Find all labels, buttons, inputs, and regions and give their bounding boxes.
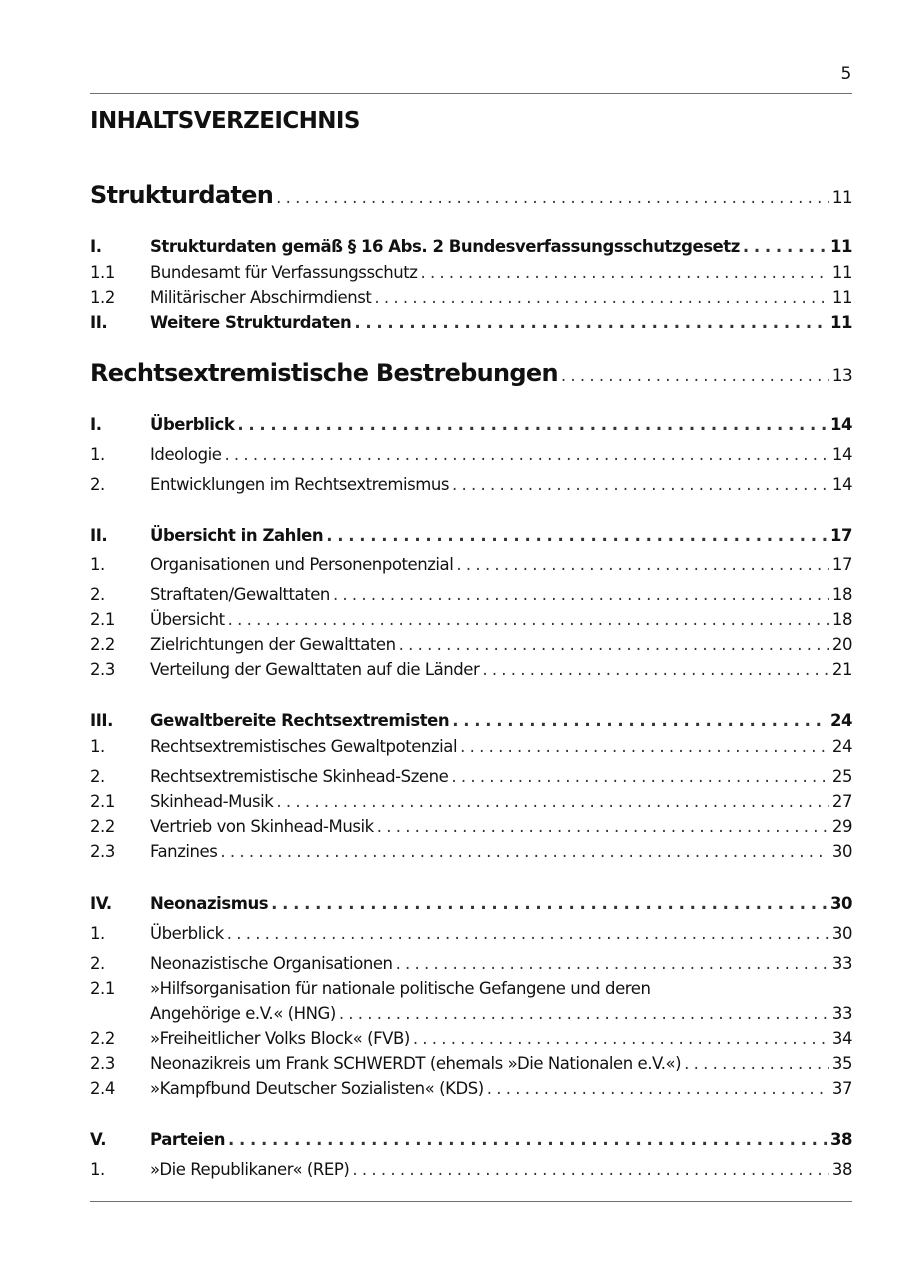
leader-dots — [420, 262, 828, 284]
toc-page: 27 — [831, 792, 852, 811]
leader-dots — [276, 791, 829, 813]
toc-entry[interactable] — [90, 766, 852, 788]
toc-label: Ideologie — [150, 445, 222, 464]
toc-page: 20 — [831, 635, 852, 654]
toc-number: 2.2 — [90, 635, 115, 654]
toc-label: Organisationen und Personenpotenzial — [150, 555, 454, 574]
toc-page: 37 — [831, 1079, 852, 1098]
toc-page: 38 — [829, 1130, 852, 1149]
toc-label: »Kampfbund Deutscher Sozialisten« (KDS) — [150, 1079, 484, 1098]
leader-dots — [487, 1078, 829, 1100]
toc-label: Weitere Strukturdaten — [150, 313, 352, 332]
toc-page: 30 — [829, 894, 852, 913]
leader-dots — [237, 414, 827, 436]
toc-label: »Hilfsorganisation für nationale politische Gefangene und deren — [150, 979, 651, 998]
toc-page: 13 — [831, 366, 852, 386]
toc-entry[interactable] — [90, 841, 852, 863]
toc-label: Überblick — [150, 415, 235, 434]
toc-page: 24 — [831, 737, 852, 756]
toc-page: 14 — [829, 415, 852, 434]
toc-number: 2. — [90, 767, 105, 786]
toc-number: II. — [90, 313, 108, 332]
toc-entry[interactable] — [90, 584, 852, 606]
toc-number: 1. — [90, 555, 105, 574]
leader-dots — [413, 1028, 829, 1050]
toc-entry[interactable] — [90, 1078, 852, 1100]
toc-number: 2. — [90, 475, 105, 494]
toc-number: 1. — [90, 924, 105, 943]
toc-entry[interactable] — [90, 525, 852, 547]
toc-entry[interactable] — [90, 474, 852, 496]
toc-number: 2.3 — [90, 1054, 115, 1073]
leader-dots — [228, 609, 829, 631]
toc-label: Neonazikreis um Frank SCHWERDT (ehemals »Die Nationalen e.V.«) — [150, 1054, 682, 1073]
toc-page: 11 — [831, 188, 852, 208]
toc-number: III. — [90, 711, 113, 730]
toc-part-rechtsextremismus[interactable] — [90, 358, 852, 391]
toc-label: Verteilung der Gewalttaten auf die Länder — [150, 660, 480, 679]
leader-dots — [743, 236, 827, 258]
toc-label: Neonazismus — [150, 894, 269, 913]
page-number: 5 — [840, 64, 851, 84]
toc-number: 1. — [90, 737, 105, 756]
leader-dots — [220, 841, 828, 863]
leader-dots — [460, 736, 829, 758]
toc-label: »Freiheitlicher Volks Block« (FVB) — [150, 1029, 410, 1048]
toc-label: Skinhead-Musik — [150, 792, 274, 811]
leader-dots — [352, 1159, 829, 1181]
toc-page: 21 — [831, 660, 852, 679]
toc-number: 2.1 — [90, 792, 115, 811]
toc-page: 35 — [831, 1054, 852, 1073]
toc-label: Vertrieb von Skinhead-Musik — [150, 817, 374, 836]
toc-page: 14 — [831, 445, 852, 464]
toc-entry[interactable] — [90, 893, 852, 915]
toc-label: »Die Republikaner« (REP) — [150, 1160, 350, 1179]
toc-page: 33 — [831, 954, 852, 973]
leader-dots — [396, 953, 829, 975]
toc-page: 17 — [829, 526, 852, 545]
page-title: INHALTSVERZEICHNIS — [90, 108, 360, 134]
toc-label: Angehörige e.V.« (HNG) — [150, 1004, 336, 1023]
toc-entry[interactable] — [90, 236, 852, 258]
toc-number: 2.4 — [90, 1079, 115, 1098]
toc-entry[interactable] — [90, 736, 852, 758]
toc-page: 17 — [831, 555, 852, 574]
leader-dots — [354, 312, 827, 334]
toc-label: Neonazistische Organisationen — [150, 954, 393, 973]
toc-number: 2.1 — [90, 979, 115, 998]
leader-dots — [228, 1129, 827, 1151]
toc-label: Entwicklungen im Rechtsextremismus — [150, 475, 450, 494]
toc-entry[interactable] — [90, 554, 852, 576]
toc-entry[interactable] — [90, 287, 852, 309]
leader-dots — [276, 183, 829, 213]
toc-number: II. — [90, 526, 108, 545]
toc-number: 2.2 — [90, 817, 115, 836]
toc-entry[interactable] — [90, 444, 852, 466]
toc-label: Übersicht in Zahlen — [150, 526, 324, 545]
toc-entry[interactable] — [90, 1028, 852, 1050]
toc-number: 1.2 — [90, 288, 115, 307]
leader-dots — [482, 659, 829, 681]
toc-label: Übersicht — [150, 610, 225, 629]
toc-page: 24 — [829, 711, 852, 730]
leader-dots — [456, 554, 829, 576]
toc-entry[interactable] — [90, 1159, 852, 1181]
toc-number: 2.3 — [90, 660, 115, 679]
leader-dots — [271, 893, 827, 915]
toc-page: 18 — [831, 585, 852, 604]
toc-label: Rechtsextremistische Bestrebungen — [90, 359, 558, 387]
toc-page: 11 — [829, 237, 852, 256]
toc-number: 2.2 — [90, 1029, 115, 1048]
toc-entry[interactable] — [90, 1053, 852, 1075]
toc-page: 11 — [831, 288, 852, 307]
toc-label: Rechtsextremistisches Gewaltpotenzial — [150, 737, 458, 756]
toc-label: Zielrichtungen der Gewalttaten — [150, 635, 396, 654]
toc-label: Rechtsextremistische Skinhead-Szene — [150, 767, 449, 786]
toc-entry[interactable] — [90, 414, 852, 436]
leader-dots — [377, 816, 829, 838]
leader-dots — [326, 525, 827, 547]
toc-part-strukturdaten[interactable] — [90, 180, 852, 213]
toc-page: 30 — [831, 924, 852, 943]
toc-number: IV. — [90, 894, 112, 913]
toc-label: Strukturdaten gemäß § 16 Abs. 2 Bundesverfassungsschutzgesetz — [150, 237, 740, 256]
toc-entry[interactable] — [90, 978, 852, 1000]
leader-dots — [452, 710, 827, 732]
toc-entry[interactable] — [90, 710, 852, 732]
toc-number: 1. — [90, 1160, 105, 1179]
toc-label: Straftaten/Gewalttaten — [150, 585, 330, 604]
leader-dots — [452, 474, 829, 496]
toc-entry[interactable] — [90, 953, 852, 975]
toc-number: 2.1 — [90, 610, 115, 629]
toc-number: V. — [90, 1130, 107, 1149]
leader-dots — [227, 923, 829, 945]
toc-number: 1. — [90, 445, 105, 464]
toc-label: Bundesamt für Verfassungsschutz — [150, 263, 418, 282]
toc-label: Militärischer Abschirmdienst — [150, 288, 372, 307]
toc-label: Strukturdaten — [90, 181, 274, 209]
toc-label: Parteien — [150, 1130, 225, 1149]
toc-number: I. — [90, 415, 102, 434]
toc-page: 29 — [831, 817, 852, 836]
toc-entry[interactable] — [90, 659, 852, 681]
toc-entry[interactable] — [90, 1129, 852, 1151]
toc-page: 33 — [831, 1004, 852, 1023]
leader-dots — [224, 444, 828, 466]
toc-number: 2. — [90, 585, 105, 604]
leader-dots — [684, 1053, 829, 1075]
toc-entry[interactable] — [90, 609, 852, 631]
leader-dots — [374, 287, 828, 309]
toc-entry[interactable] — [90, 791, 852, 813]
toc-entry[interactable] — [90, 634, 852, 656]
toc-number: 1.1 — [90, 263, 115, 282]
toc-page: 18 — [831, 610, 852, 629]
leader-dots — [333, 584, 829, 606]
footer-rule — [90, 1201, 852, 1202]
toc-page: 34 — [831, 1029, 852, 1048]
leader-dots — [339, 1003, 829, 1025]
toc-entry-continuation[interactable] — [90, 1003, 852, 1025]
toc-number: 2.3 — [90, 842, 115, 861]
toc-page: 14 — [831, 475, 852, 494]
toc-page: 11 — [831, 263, 852, 282]
toc-entry[interactable] — [90, 923, 852, 945]
toc-entry[interactable] — [90, 816, 852, 838]
toc-entry[interactable] — [90, 312, 852, 334]
toc-label: Gewaltbereite Rechtsextremisten — [150, 711, 450, 730]
toc-label: Überblick — [150, 924, 224, 943]
header-rule — [90, 93, 852, 94]
toc-label: Fanzines — [150, 842, 218, 861]
toc-page: 30 — [831, 842, 852, 861]
leader-dots — [561, 361, 829, 391]
leader-dots — [399, 634, 829, 656]
toc-page: 11 — [829, 313, 852, 332]
toc-page: 25 — [831, 767, 852, 786]
toc-page: 38 — [831, 1160, 852, 1179]
toc-number: 2. — [90, 954, 105, 973]
toc-number: I. — [90, 237, 102, 256]
leader-dots — [451, 766, 829, 788]
toc-entry[interactable] — [90, 262, 852, 284]
